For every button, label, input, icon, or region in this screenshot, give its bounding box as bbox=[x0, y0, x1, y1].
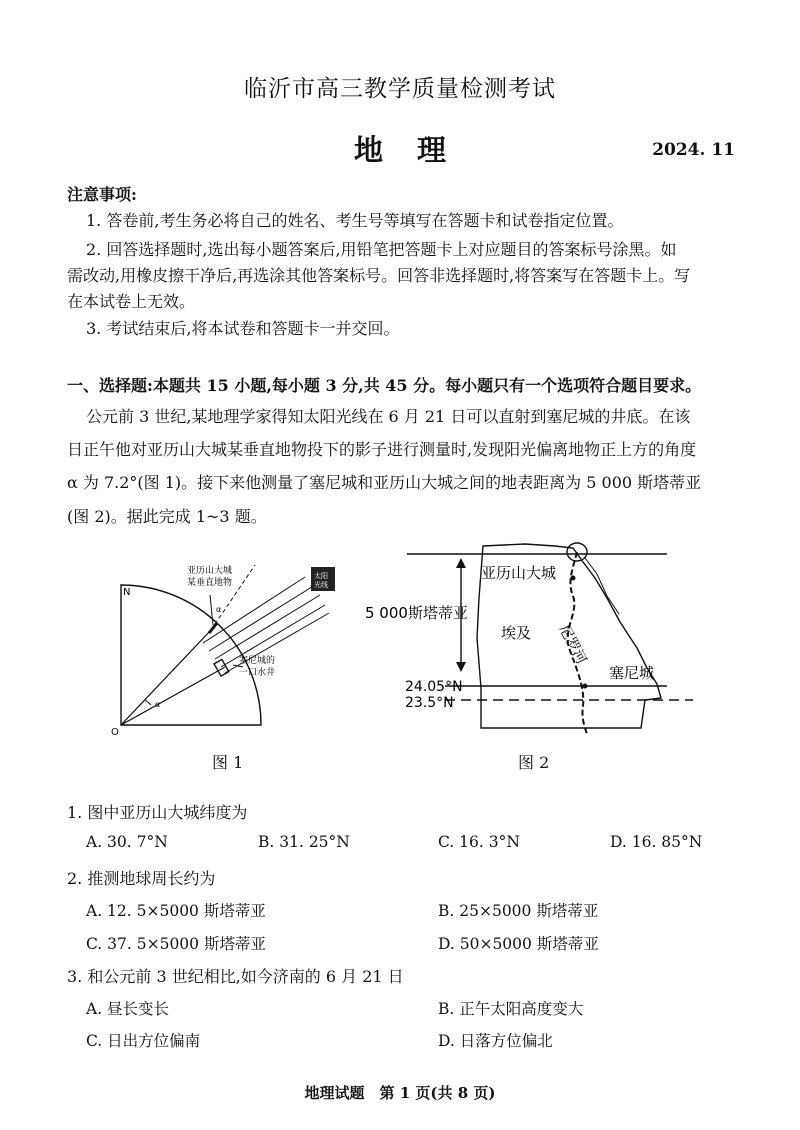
q3-option-b[interactable]: B. 正午太阳高度变大 bbox=[438, 1000, 584, 1018]
fig2-alexandria-label: 亚历山大城 bbox=[481, 564, 557, 582]
intro-line-2: 日正午他对亚历山大城某垂直地物投下的影子进行测量时,发现阳光偏离地物正上方的角度 bbox=[67, 440, 697, 459]
intro-line-4: (图 2)。据此完成 1~3 题。 bbox=[67, 507, 267, 526]
q1-option-b[interactable]: B. 31. 25°N bbox=[258, 833, 350, 851]
fig2-egypt-label: 埃及 bbox=[501, 624, 532, 642]
fig1-alexandria-label-1: 亚历山大城 bbox=[187, 566, 233, 576]
intro-line-1: 公元前 3 世纪,某地理学家得知太阳光线在 6 月 21 日可以直射到塞尼城的井底。在该 bbox=[86, 407, 691, 426]
fig2-syene-label: 塞尼城 bbox=[609, 664, 655, 682]
arrow-head-up bbox=[456, 558, 466, 568]
angle-symbol: α bbox=[216, 605, 222, 614]
notice-item-1: 1. 答卷前,考生务必将自己的姓名、考生号等填写在答题卡和试卷指定位置。 bbox=[86, 211, 624, 230]
notice-item-2: 2. 回答选择题时,选出每小题答案后,用铅笔把答题卡上对应题目的答案标号涂黑。如 bbox=[86, 240, 677, 259]
figure-2-caption: 图 2 bbox=[518, 753, 550, 772]
fig1-north-label: N bbox=[123, 587, 131, 598]
question-3-stem: 3. 和公元前 3 世纪相比,如今济南的 6 月 21 日 bbox=[67, 967, 404, 986]
arrow-head-down bbox=[456, 662, 466, 672]
q1-option-d[interactable]: D. 16. 85°N bbox=[610, 833, 703, 851]
fig1-syene-label-2: 一口水井 bbox=[239, 668, 276, 678]
notice-item-2-end: 在本试卷上无效。 bbox=[67, 292, 196, 311]
sun-box-line-1: 太阳 bbox=[314, 572, 328, 580]
notice-heading: 注意事项: bbox=[67, 185, 137, 204]
figure-1-diagram bbox=[105, 555, 365, 740]
question-1-stem: 1. 图中亚历山大城纬度为 bbox=[67, 803, 248, 822]
fig1-syene-label-1: 塞尼城的 bbox=[239, 656, 276, 666]
q2-option-c[interactable]: C. 37. 5×5000 斯塔蒂亚 bbox=[86, 935, 266, 953]
notice-item-3: 3. 考试结束后,将本试卷和答题卡一并交回。 bbox=[86, 319, 400, 338]
section-heading: 一、选择题:本题共 15 小题,每小题 3 分,共 45 分。每小题只有一个选项符合题目要求。 bbox=[67, 376, 702, 395]
angle-symbol: α bbox=[155, 700, 161, 709]
intro-line-3: α 为 7.2°(图 1)。接下来他测量了塞尼城和亚历山大城之间的地表距离为 5 000 斯塔蒂亚 bbox=[67, 473, 702, 492]
fig2-distance-label: 5 000斯塔蒂亚 bbox=[365, 604, 468, 622]
notice-item-2-cont: 需改动,用橡皮擦干净后,再选涂其他答案标号。回答非选择题时,将答案写在答题卡上。写 bbox=[67, 266, 691, 285]
sun-ray bbox=[209, 585, 315, 651]
well-shape bbox=[214, 659, 229, 676]
radius-to-syene bbox=[121, 667, 225, 725]
fig2-nile-label: 尼罗河 bbox=[555, 622, 590, 667]
subject-title: 地理 bbox=[353, 133, 480, 167]
figure-2-map bbox=[345, 538, 705, 740]
fig1-center-label: O bbox=[111, 727, 119, 738]
exam-title: 临沂市高三教学质量检测考试 bbox=[244, 76, 556, 102]
q2-option-a[interactable]: A. 12. 5×5000 斯塔蒂亚 bbox=[86, 902, 266, 920]
fig2-lat1-label: 24.05°N bbox=[405, 679, 463, 695]
syene-dot bbox=[583, 684, 588, 689]
page-footer: 地理试题 第 1 页(共 8 页) bbox=[304, 1084, 496, 1102]
sinai-coast bbox=[585, 558, 619, 614]
q2-option-b[interactable]: B. 25×5000 斯塔蒂亚 bbox=[438, 902, 599, 920]
earth-quarter-circle bbox=[121, 585, 261, 725]
q1-option-a[interactable]: A. 30. 7°N bbox=[86, 833, 168, 851]
q2-option-d[interactable]: D. 50×5000 斯塔蒂亚 bbox=[438, 935, 599, 953]
radius-to-alexandria bbox=[121, 630, 211, 725]
q1-option-c[interactable]: C. 16. 3°N bbox=[438, 833, 520, 851]
pointer-line bbox=[210, 595, 213, 625]
exam-date: 2024. 11 bbox=[652, 140, 735, 160]
q3-option-a[interactable]: A. 昼长变长 bbox=[86, 1000, 170, 1018]
figure-1-caption: 图 1 bbox=[212, 753, 244, 772]
sun-box-line-2: 光线 bbox=[314, 581, 328, 589]
q3-option-d[interactable]: D. 日落方位偏北 bbox=[438, 1032, 553, 1050]
q3-option-c[interactable]: C. 日出方位偏南 bbox=[86, 1032, 201, 1050]
alexandria-dot bbox=[571, 576, 576, 581]
question-2-stem: 2. 推测地球周长约为 bbox=[67, 869, 216, 888]
angle-arc bbox=[145, 700, 151, 705]
fig2-lat2-label: 23.5°N bbox=[405, 695, 454, 711]
fig1-alexandria-label-2: 某垂直地物 bbox=[187, 578, 233, 588]
